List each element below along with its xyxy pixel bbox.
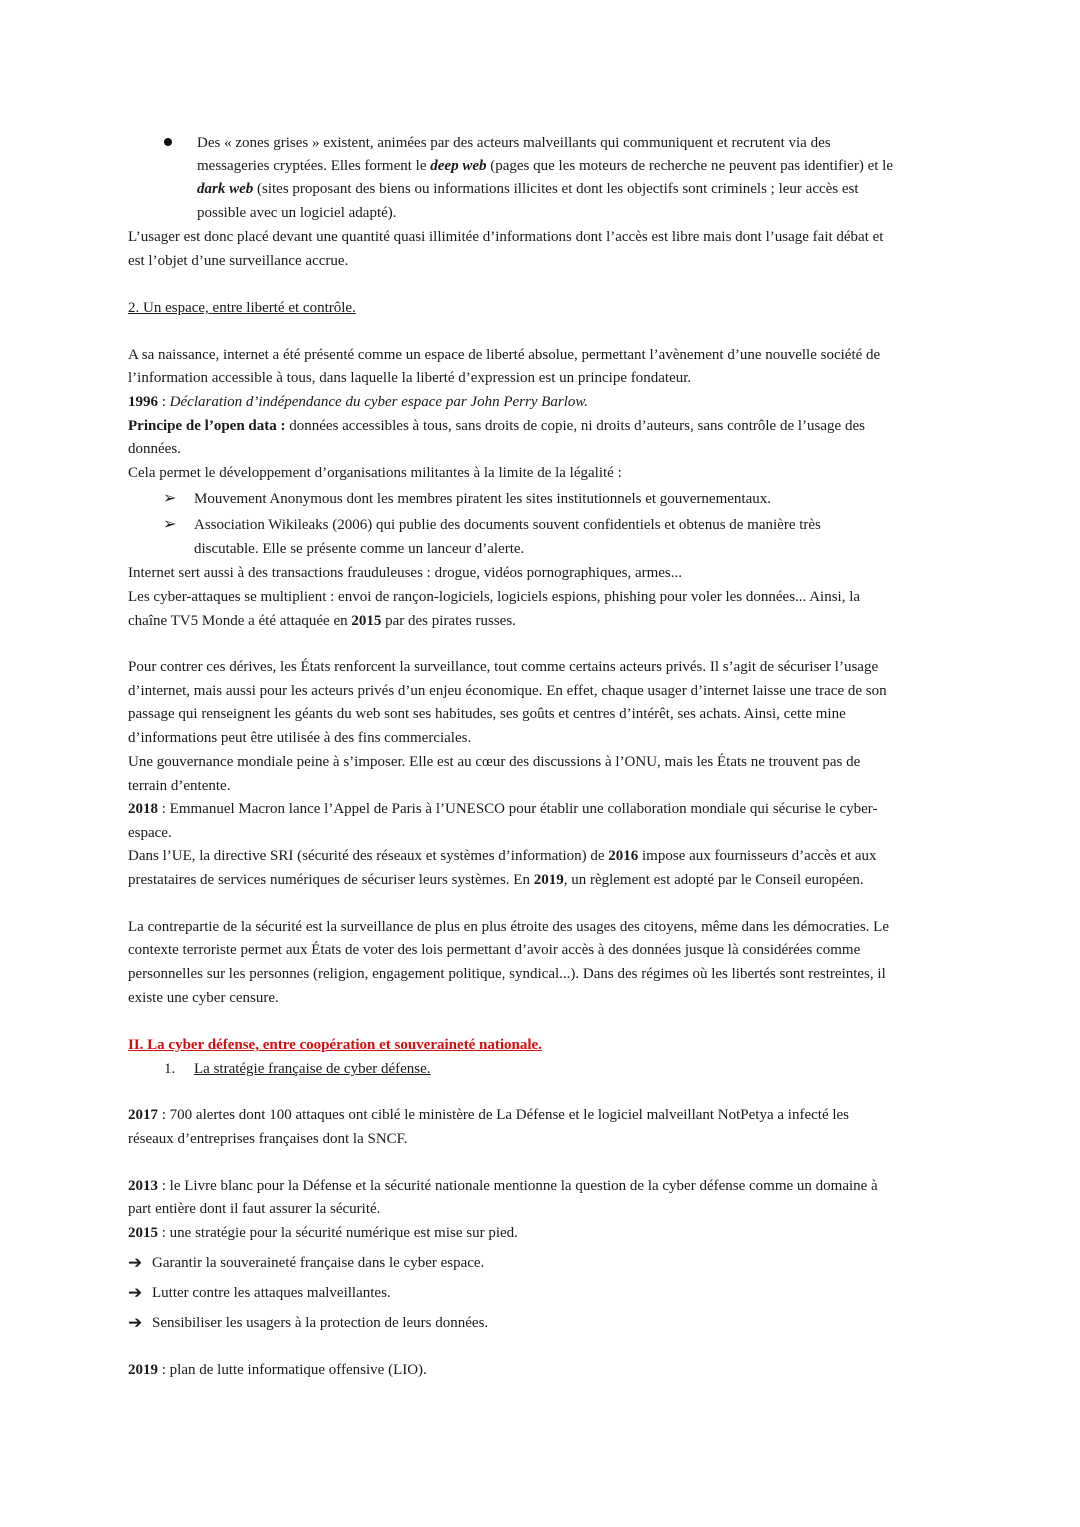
text-span: est l’objet d’une surveillance accrue. bbox=[128, 253, 349, 269]
text-span: terrain d’entente. bbox=[128, 778, 231, 794]
paragraph-line bbox=[128, 656, 878, 679]
text-span: L’usager est donc placé devant une quantité quasi illimitée d’informations dont l’accès est libre mais dont l’usage fait débat et bbox=[128, 229, 884, 245]
text-span: d’informations peut être utilisée à des fins commerciales. bbox=[128, 730, 472, 746]
date-line bbox=[128, 1104, 849, 1127]
text-span: (pages que les moteurs de recherche ne peuvent pas identifier) et le bbox=[486, 158, 893, 174]
text-span: discutable. Elle se présente comme un lanceur d’alerte. bbox=[194, 541, 525, 557]
paragraph-line bbox=[128, 963, 886, 986]
text-span: La contrepartie de la sécurité est la surveillance de plus en plus étroite des usages des citoyens, même dans les démocraties. Le bbox=[128, 919, 889, 935]
date-line bbox=[128, 391, 588, 414]
text-span: impose aux fournisseurs d’accès et aux bbox=[638, 848, 877, 864]
text-span: messageries cryptées. Elles forment le bbox=[197, 158, 431, 174]
text-span: Sensibiliser les usagers à la protection de leurs données. bbox=[152, 1315, 489, 1331]
year-label: 2016 bbox=[608, 848, 639, 864]
text-span: données. bbox=[128, 441, 181, 457]
text-span: (sites proposant des biens ou informations illicites et dont les objectifs sont criminels ; leur accès est bbox=[253, 181, 859, 197]
text-span: Les cyber-attaques se multiplient : envoi de rançon-logiciels, logiciels espions, phishing pour voler les données... Ainsi, la bbox=[128, 589, 861, 605]
paragraph-line bbox=[128, 939, 860, 962]
paragraph-line bbox=[128, 415, 865, 438]
year-label: 2013 bbox=[128, 1178, 158, 1194]
year-label: 2018 bbox=[128, 801, 158, 817]
text-span: Dans l’UE, la directive SRI (sécurité des réseaux et systèmes d’information) de bbox=[128, 848, 609, 864]
text-span: l’information accessible à tous, dans laquelle la liberté d’expression est un principe fondateur. bbox=[128, 370, 692, 386]
text-span: personnelles sur les personnes (religion, engagement politique, syndical...). Dans des régimes où les libertés sont restreintes, il bbox=[128, 966, 886, 982]
text-span: données accessibles à tous, sans droits de copie, ni droits d’auteurs, sans contrôle de l’usage des bbox=[285, 418, 865, 434]
text-span: part entière dont il faut assurer la sécurité. bbox=[128, 1201, 381, 1217]
paragraph-line bbox=[128, 775, 230, 798]
paragraph-line bbox=[128, 562, 682, 585]
text-span: : le Livre blanc pour la Défense et la sécurité nationale mentionne la question de la cyber défense comme un domaine à bbox=[158, 1178, 878, 1194]
paragraph-line bbox=[128, 344, 880, 367]
paragraph-line bbox=[128, 703, 846, 726]
text-span: Déclaration d’indépendance du cyber espace par John Perry Barlow. bbox=[169, 394, 589, 410]
list-item bbox=[152, 1252, 484, 1275]
paragraph-line bbox=[128, 462, 622, 485]
list-item bbox=[194, 538, 524, 561]
paragraph-line bbox=[128, 586, 860, 609]
paragraph-line bbox=[128, 1128, 408, 1151]
text-span: par des pirates russes. bbox=[381, 613, 516, 629]
text-span: : Emmanuel Macron lance l’Appel de Paris à l’UNESCO pour établir une collaboration mondiale qui sécurise le cyber- bbox=[158, 801, 878, 817]
text-span: Mouvement Anonymous dont les membres piratent les sites institutionnels et gouvernementaux. bbox=[194, 491, 771, 507]
arrow-right-icon: ➔ bbox=[128, 1283, 143, 1302]
text-span: d’internet, mais aussi pour les acteurs privés d’un enjeu économique. En effet, chaque usager d’internet laisse une trace de son bbox=[128, 683, 887, 699]
section-heading: 2. Un espace, entre liberté et contrôle. bbox=[128, 300, 356, 316]
text-span: existe une cyber censure. bbox=[128, 990, 279, 1006]
text-span: Des « zones grises » existent, animées par des acteurs malveillants qui communiquent et recrutent via des bbox=[197, 135, 831, 151]
year-label: 2019 bbox=[128, 1362, 158, 1378]
year-label: 2019 bbox=[533, 872, 564, 888]
text-span: : 700 alertes dont 100 attaques ont ciblé le ministère de La Défense et le logiciel malveillant NotPetya a infecté les bbox=[158, 1107, 850, 1123]
paragraph-line bbox=[128, 610, 516, 633]
bullet-line bbox=[197, 132, 831, 155]
paragraph-line bbox=[128, 987, 279, 1010]
text-span: passage qui renseignent les géants du web sont ses habitudes, ses goûts et centres d’intérêt, ses achats. Ainsi, cette mine bbox=[128, 706, 846, 722]
text-span: Garantir la souveraineté française dans le cyber espace. bbox=[152, 1255, 485, 1271]
paragraph-line bbox=[128, 250, 348, 273]
text-span: , un règlement est adopté par le Conseil européen. bbox=[563, 872, 864, 888]
bullet-line bbox=[197, 202, 397, 225]
list-item bbox=[194, 488, 771, 511]
text-span: : bbox=[158, 394, 170, 410]
date-line bbox=[128, 1359, 427, 1382]
paragraph-line bbox=[128, 869, 864, 892]
paragraph-line bbox=[128, 438, 181, 461]
list-item bbox=[152, 1312, 488, 1335]
text-span: Internet sert aussi à des transactions frauduleuses : drogue, vidéos pornographiques, armes... bbox=[128, 565, 683, 581]
year-label: 2017 bbox=[128, 1107, 158, 1123]
section-heading: II. La cyber défense, entre coopération et souveraineté nationale. bbox=[128, 1037, 542, 1053]
paragraph-line bbox=[128, 226, 883, 249]
paragraph-line bbox=[128, 727, 471, 750]
text-span: chaîne TV5 Monde a été attaquée en bbox=[128, 613, 352, 629]
arrow-right-icon: ➔ bbox=[128, 1253, 143, 1272]
text-span: prestataires de services numériques de sécuriser leurs systèmes. En bbox=[128, 872, 534, 888]
text-span: A sa naissance, internet a été présenté comme un espace de liberté absolue, permettant l’avènement d’une nouvelle société de bbox=[128, 347, 881, 363]
arrowhead-bullet-icon: ➢ bbox=[163, 516, 177, 533]
arrow-right-icon: ➔ bbox=[128, 1313, 143, 1332]
text-span: Cela permet le développement d’organisations militantes à la limite de la légalité : bbox=[128, 465, 622, 481]
year-label: 1996 bbox=[128, 394, 158, 410]
text-span: Une gouvernance mondiale peine à s’imposer. Elle est au cœur des discussions à l’ONU, mais les États ne trouvent pas de bbox=[128, 754, 861, 770]
year-label: 2015 bbox=[351, 613, 382, 629]
term-open-data: Principe de l’open data : bbox=[128, 418, 286, 434]
date-line bbox=[128, 798, 877, 821]
paragraph-line bbox=[128, 916, 889, 939]
bullet-line bbox=[197, 178, 859, 201]
paragraph-line bbox=[128, 367, 691, 390]
text-span: : plan de lutte informatique offensive (LIO). bbox=[158, 1362, 427, 1378]
paragraph-line bbox=[128, 1198, 380, 1221]
text-span: Lutter contre les attaques malveillantes. bbox=[152, 1285, 391, 1301]
year-label: 2015 bbox=[128, 1225, 158, 1241]
paragraph-line bbox=[128, 845, 877, 868]
subsection-number: 1. bbox=[164, 1061, 176, 1077]
text-span: espace. bbox=[128, 825, 172, 841]
paragraph-line bbox=[128, 822, 172, 845]
text-span: contexte terroriste permet aux États de voter des lois permettant d’avoir accès à des données jusque là considérées comme bbox=[128, 942, 861, 958]
bullet-icon bbox=[164, 138, 172, 146]
text-span: Pour contrer ces dérives, les États renforcent la surveillance, tout comme certains acteurs privés. Il s’agit de sécuriser l’usage bbox=[128, 659, 879, 675]
term-deep-web: deep web bbox=[430, 158, 487, 174]
list-item bbox=[194, 514, 821, 537]
bullet-line bbox=[197, 155, 893, 178]
date-line bbox=[128, 1222, 518, 1245]
date-line bbox=[128, 1175, 878, 1198]
text-span: possible avec un logiciel adapté). bbox=[197, 205, 397, 221]
list-item bbox=[152, 1282, 391, 1305]
text-span: Association Wikileaks (2006) qui publie des documents souvent confidentiels et obtenus de manière très bbox=[194, 517, 821, 533]
arrowhead-bullet-icon: ➢ bbox=[163, 490, 177, 507]
paragraph-line bbox=[128, 751, 860, 774]
term-dark-web: dark web bbox=[197, 181, 254, 197]
subsection-heading: La stratégie française de cyber défense. bbox=[194, 1061, 431, 1077]
paragraph-line bbox=[128, 680, 887, 703]
text-span: : une stratégie pour la sécurité numérique est mise sur pied. bbox=[158, 1225, 518, 1241]
text-span: réseaux d’entreprises françaises dont la SNCF. bbox=[128, 1131, 408, 1147]
